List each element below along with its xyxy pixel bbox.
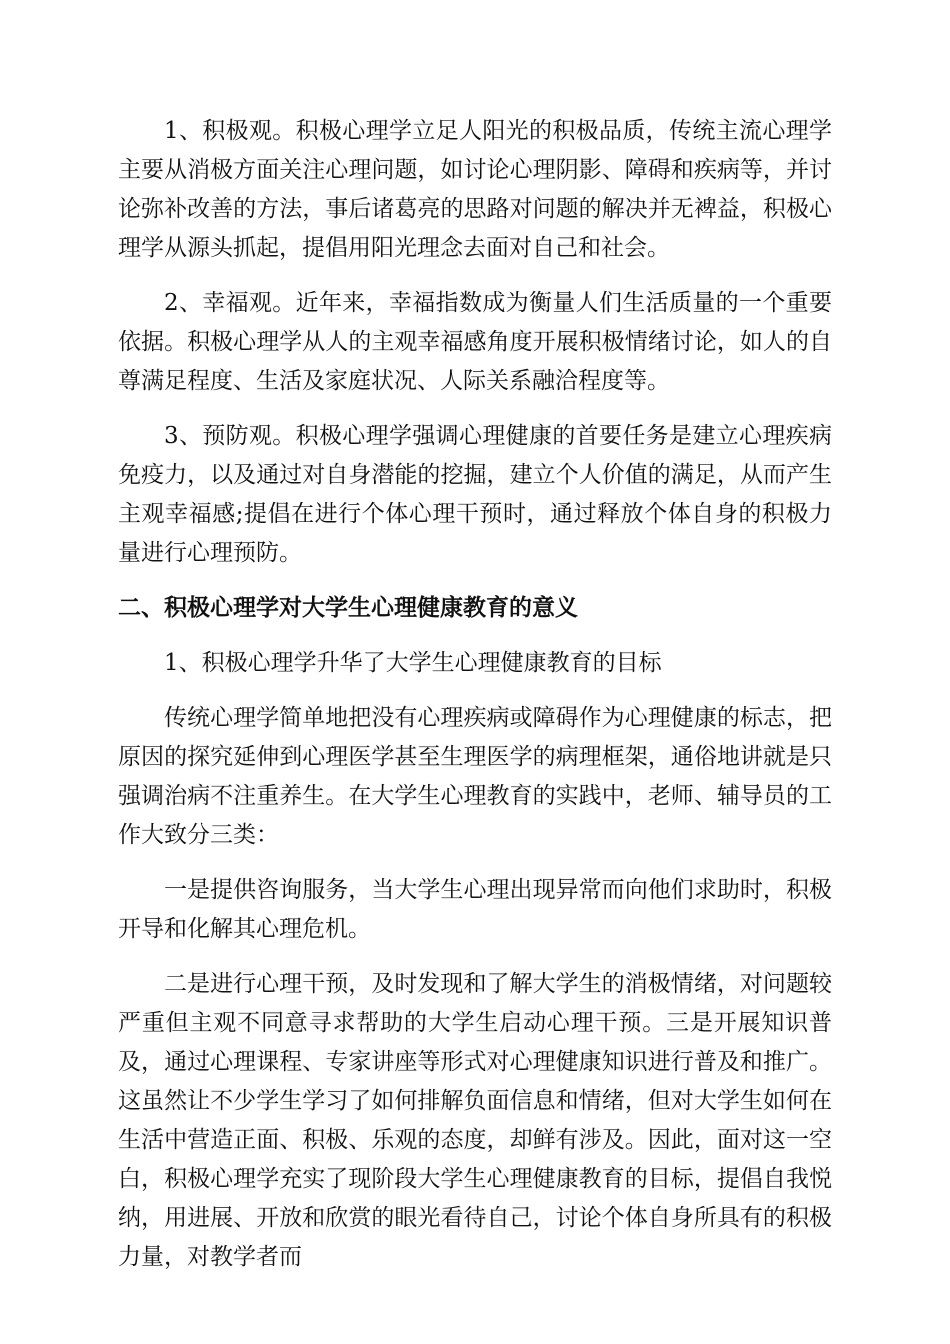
paragraph-prevention-view: 3、预防观。积极心理学强调心理健康的首要任务是建立心理疾病免疫力，以及通过对自身潜能的挖掘，建立个人价值的满足，从而产生主观幸福感;提倡在进行个体心理干预时，通过释放个体自身的积极力量进行心理预防。 (118, 423, 832, 566)
subsection-title: 1、积极心理学升华了大学生心理健康教育的目标 (164, 650, 662, 676)
paragraph-intervention: 二是进行心理干预，及时发现和了解大学生的消极情绪，对问题较严重但主观不同意寻求帮助的大学生启动心理干预。三是开展知识普及，通过心理课程、专家讲座等形式对心理健康知识进行普及和推广。这虽然让不少学生学习了如何排解负面信息和情绪，但对大学生如何在生活中营造正面、积极、乐观的态度，却鲜有涉及。因此，面对这一空白，积极心理学充实了现阶段大学生心理健康教育的目标，提倡自我悦纳，用进展、开放和欣赏的眼光看待自己，讨论个体自身所具有的积极力量，对教学者而 (118, 971, 832, 1270)
section-heading: 二、积极心理学对大学生心理健康教育的意义 (118, 595, 578, 621)
paragraph-traditional-psychology: 传统心理学简单地把没有心理疾病或障碍作为心理健康的标志，把原因的探究延伸到心理医学甚至生理医学的病理框架，通俗地讲就是只强调治病不注重养生。在大学生心理教育的实践中，老师、辅导员的工作大致分三类： (118, 705, 832, 848)
paragraph-positive-view: 1、积极观。积极心理学立足人阳光的积极品质，传统主流心理学主要从消极方面关注心理问题，如讨论心理阴影、障碍和疾病等，并讨论弥补改善的方法，事后诸葛亮的思路对问题的解决并无裨益，积极心理学从源头抓起，提倡用阳光理念去面对自己和社会。 (118, 118, 832, 261)
paragraph-consulting-service: 一是提供咨询服务，当大学生心理出现异常而向他们求助时，积极开导和化解其心理危机。 (118, 877, 832, 942)
paragraph-happiness-view: 2、幸福观。近年来，幸福指数成为衡量人们生活质量的一个重要依据。积极心理学从人的主观幸福感角度开展积极情绪讨论，如人的自尊满足程度、生活及家庭状况、人际关系融洽程度等。 (118, 290, 832, 394)
